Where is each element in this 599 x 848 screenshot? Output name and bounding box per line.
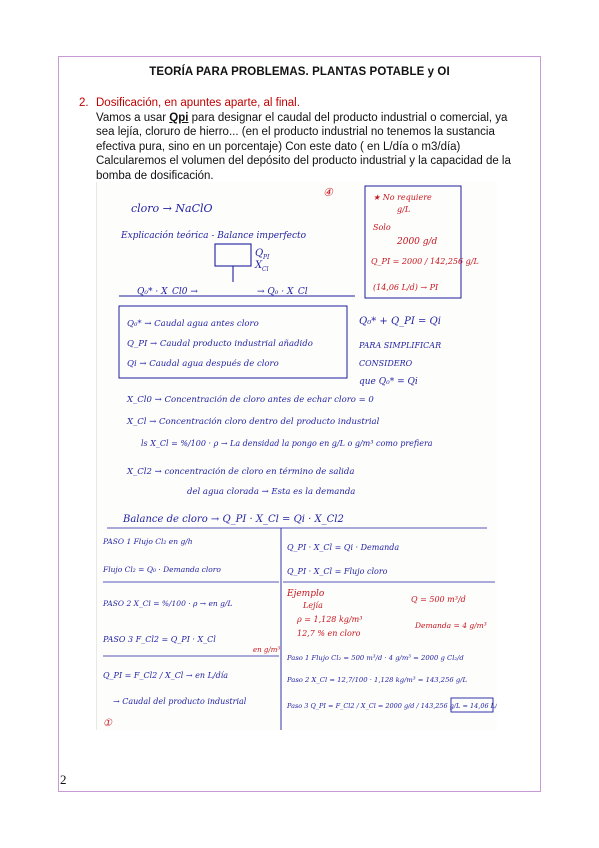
- section-heading: [79, 96, 529, 111]
- page-number: 2: [60, 772, 67, 787]
- section-paragraph: [79, 111, 529, 184]
- note-line: PASO 2 X_Cl = %/100 · ρ → en g/L: [103, 599, 233, 608]
- note-line: ls X_Cl = %/100 · ρ → La densidad la pongo en g/L o g/m³ como prefiera: [141, 439, 433, 448]
- page-title: TEORÍA PARA PROBLEMAS. PLANTAS POTABLE y OI: [149, 66, 450, 78]
- note-equation: Q₀* + Q_PI = Qi: [359, 316, 441, 327]
- note-red: Q = 500 m³/d: [411, 595, 466, 604]
- note-line: Q_PI · X_Cl = Flujo cloro: [287, 567, 388, 576]
- note-red: Lejía: [303, 601, 323, 610]
- note-red: Demanda = 4 g/m³: [415, 621, 487, 630]
- note-red: en g/m³: [253, 646, 281, 654]
- note-line: → Q₀ · X_Cl: [257, 287, 308, 297]
- note-line: cloro → NaClO: [131, 202, 213, 215]
- note-red: (14,06 L/d) → PI: [373, 283, 439, 292]
- section-dosificacion: [79, 96, 529, 184]
- note-line: PARA SIMPLIFICAR: [359, 341, 442, 350]
- note-line: Explicación teórica - Balance imperfecto: [121, 231, 307, 241]
- note-line: Paso 3 Q_PI = F_Cl2 / X_Cl = 2000 g/d / 143,256 g/L = 14,06 L/d: [287, 702, 497, 710]
- note-line: Qi → Caudal agua después de cloro: [127, 359, 279, 369]
- note-line: del agua clorada → Esta es la demanda: [187, 487, 356, 497]
- paragraph-text-start: Vamos a usar: [96, 111, 170, 124]
- note-symbol: PI: [263, 254, 270, 261]
- note-line: X_Cl2 → concentración de cloro en término de salida: [127, 467, 355, 477]
- note-line: PASO 1 Flujo Cl₂ en g/h: [103, 537, 193, 546]
- note-line: Paso 2 X_Cl = 12,7/100 · 1,128 kg/m³ = 143,256 g/L: [287, 676, 468, 684]
- note-line: X_Cl → Concentración cloro dentro del producto industrial: [127, 417, 380, 427]
- section-heading-text: Dosificación, en apuntes aparte, al final.: [96, 97, 300, 109]
- note-red: ★ No requiere: [373, 193, 432, 202]
- handwritten-notes: [97, 182, 497, 730]
- page-mark: ④: [323, 186, 333, 199]
- note-line: Q_PI · X_Cl = Qi · Demanda: [287, 543, 400, 552]
- note-symbol: X: [255, 260, 263, 271]
- qpi-keyword: Qpi: [169, 111, 189, 124]
- note-symbol: Q: [255, 248, 264, 259]
- note-line: → Caudal del producto industrial: [113, 697, 247, 706]
- circled-number: ①: [103, 718, 112, 729]
- note-line: X_Cl0 → Concentración de cloro antes de echar cloro = 0: [127, 395, 374, 405]
- handwritten-notes-scan: [96, 182, 497, 730]
- note-red: 2000 g/d: [397, 237, 438, 247]
- note-line: CONSIDERO: [359, 359, 413, 368]
- note-line: Q_PI → Caudal producto industrial añadido: [127, 339, 313, 349]
- note-line: Flujo Cl₂ = Q₀ · Demanda cloro: [103, 565, 221, 574]
- note-equation: Balance de cloro → Q_PI · X_Cl = Qi · X_Cl2: [123, 514, 344, 525]
- note-red: 12,7 % en cloro: [297, 629, 361, 638]
- tank-sketch: [215, 244, 251, 266]
- note-line: Q₀* → Caudal agua antes cloro: [127, 319, 259, 329]
- section-number: 2.: [79, 97, 89, 109]
- note-red: Q_PI = 2000 / 142,256 g/L: [371, 257, 479, 266]
- note-equation: que Q₀* = Qi: [359, 377, 418, 387]
- note-line: PASO 3 F_Cl2 = Q_PI · X_Cl: [103, 635, 216, 644]
- note-line: Q_PI = F_Cl2 / X_Cl → en L/día: [103, 671, 229, 680]
- note-red: g/L: [397, 205, 411, 214]
- note-symbol: Cl: [262, 266, 269, 273]
- note-red: Solo: [373, 223, 391, 232]
- paragraph-text-end: para designar el caudal del producto industrial o comercial, ya sea lejía, cloruro de hierro... (en el producto industrial no tenemos la sustancia efectiva pura, sino en un porcentaje) Con este dato ( en L/día o m3/día) Calcularemos el volumen del depósito del producto industrial y la capacidad de la bomba de dosificación.: [96, 111, 511, 182]
- note-line: Paso 1 Flujo Cl₂ = 500 m³/d · 4 g/m³ = 2000 g Cl₂/d: [287, 654, 464, 662]
- note-red: ρ = 1,128 kg/m³: [297, 615, 363, 624]
- note-line: Q₀* · X_Cl0 →: [137, 287, 198, 297]
- note-red: Ejemplo: [287, 589, 325, 599]
